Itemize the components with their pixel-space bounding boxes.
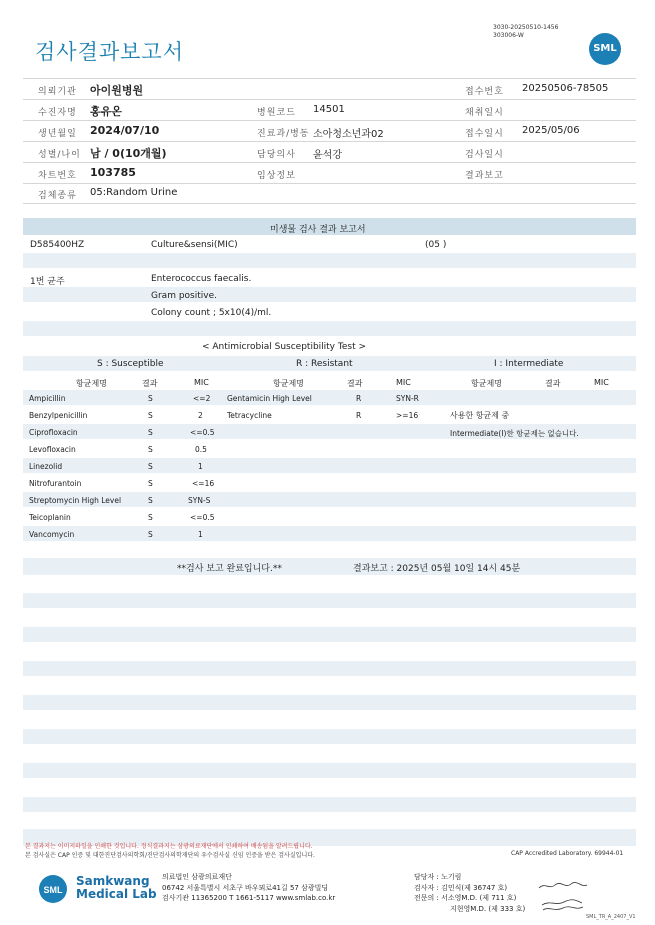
row-band <box>23 558 636 575</box>
report-code-1: 3030-20250510-1456 <box>493 24 559 31</box>
antibiotic-result: S <box>148 428 153 437</box>
test-code: D585400HZ <box>30 240 85 250</box>
antibiotic-result: R <box>356 394 362 403</box>
doctor-label: 담당의사 <box>257 150 296 160</box>
row-band <box>23 695 636 710</box>
antibiotic-mic: <=2 <box>193 394 211 403</box>
antibiotic-mic: 1 <box>198 530 203 539</box>
specialist-label: 전문의 : <box>414 894 439 902</box>
report-time: 결과보고 : 2025년 05월 10일 14시 45분 <box>353 564 521 574</box>
divider <box>23 120 636 121</box>
col-header-result: 결과 <box>347 379 363 388</box>
hospital-code-label: 병원코드 <box>257 108 296 118</box>
col-header-name: 항균제명 <box>76 379 107 388</box>
antibiotic-mic: 1 <box>198 462 203 471</box>
hospital-code-value: 14501 <box>313 104 345 115</box>
antibiotic-name: Levofloxacin <box>29 445 76 454</box>
ast-title: < Antimicrobial Susceptibility Test > <box>202 342 366 352</box>
report-complete: **검사 보고 완료입니다.** <box>177 564 282 574</box>
receipt-date-value: 2025/05/06 <box>522 125 580 136</box>
chart-no-value: 103785 <box>90 166 136 179</box>
org-address: 06742 서울특별시 서초구 바우뫼로41길 57 삼광빌딩 <box>162 883 329 892</box>
birth-value: 2024/07/10 <box>90 124 160 137</box>
antibiotic-mic: 2 <box>198 411 203 420</box>
divider <box>23 99 636 100</box>
antibiotic-mic: 0.5 <box>195 445 207 454</box>
antibiotic-result: S <box>148 411 153 420</box>
institution-value: 아이원병원 <box>90 84 144 97</box>
antibiotic-name: Linezolid <box>29 462 63 471</box>
receipt-date-label: 접수일시 <box>465 129 504 139</box>
dept-value: 소아청소년과02 <box>313 129 384 140</box>
antibiotic-name: Nitrofurantoin <box>29 479 82 488</box>
org-name-line-1: Samkwang <box>76 874 150 888</box>
specialist-value: 서소영M.D. (제 711 호) <box>441 894 517 902</box>
clinical-label: 임상정보 <box>257 171 296 181</box>
antibiotic-name: Teicoplanin <box>29 513 71 522</box>
row-band <box>23 526 636 541</box>
antibiotic-mic: SYN-S <box>188 496 211 505</box>
org-name-line-2: Medical Lab <box>76 887 157 901</box>
legend-susceptible: S : Susceptible <box>97 359 164 369</box>
test-number: (05 ) <box>425 240 447 250</box>
antibiotic-name: Streptomycin High Level <box>29 496 122 505</box>
antibiotic-name: Ampicillin <box>29 394 66 403</box>
col-header-mic: MIC <box>594 378 609 387</box>
signature-icon <box>541 904 585 914</box>
org-contact: 검사기관 11365200 T 1661-5117 www.smlab.co.kr <box>162 894 336 902</box>
antibiotic-result: S <box>148 496 153 505</box>
report-label: 결과보고 <box>465 171 504 181</box>
row-band <box>23 593 636 608</box>
receipt-no-label: 접수번호 <box>465 87 504 97</box>
row-band <box>23 797 636 812</box>
page-title: 검사결과보고서 <box>35 40 185 64</box>
dept-label: 진료과/병동 <box>257 129 310 139</box>
antibiotic-name: Vancomycin <box>29 530 75 539</box>
chart-no-label: 차트번호 <box>38 171 77 181</box>
antibiotic-mic: <=16 <box>192 479 215 488</box>
report-code <box>493 24 558 40</box>
signature-icon <box>537 880 589 892</box>
antibiotic-mic: SYN-R <box>396 394 419 403</box>
antibiotic-name: Ciprofloxacin <box>29 428 78 437</box>
antibiotic-result: S <box>148 513 153 522</box>
col-header-name: 항균제명 <box>471 379 502 388</box>
antibiotic-result: S <box>148 445 153 454</box>
staff-label: 담당자 : <box>414 873 439 881</box>
legend-intermediate: I : Intermediate <box>494 359 564 369</box>
antibiotic-name: Gentamicin High Level <box>227 394 312 403</box>
col-header-mic: MIC <box>396 378 411 387</box>
org-name <box>76 875 157 901</box>
sex-age-label: 성별/나이 <box>38 150 81 160</box>
divider <box>23 141 636 142</box>
section-title: 미생물 검사 결과 보고서 <box>270 225 366 235</box>
col-header-mic: MIC <box>194 378 209 387</box>
specimen-label: 검체종류 <box>38 191 77 201</box>
divider <box>23 162 636 163</box>
notice-accreditation: 본 검사실은 CAP 인증 및 대한진단검사의학회/진단검사의학재단의 우수검사실 신임 인증을 받은 검사실입니다. <box>25 852 315 859</box>
row-band <box>23 661 636 676</box>
staff-info <box>414 872 525 914</box>
institution-label: 의뢰기관 <box>38 87 77 97</box>
antibiotic-result: R <box>356 411 362 420</box>
antibiotic-result: S <box>148 394 153 403</box>
report-code-2: 303006-W <box>493 32 524 39</box>
tester-label: 검사자 : <box>414 883 439 892</box>
row-band <box>23 729 636 744</box>
organism-line: Colony count ; 5x10(4)/ml. <box>151 308 272 318</box>
antibiotic-result: S <box>148 530 153 539</box>
name-value: 홍유온 <box>90 105 122 118</box>
col-header-name: 항균제명 <box>273 379 304 388</box>
col-header-result: 결과 <box>545 379 561 388</box>
notice-image-print: 본 결과지는 이미지파일을 인쇄한 것입니다. 정식결과지는 삼광의료재단에서 인쇄하여 배송됨을 알려드립니다. <box>25 843 313 850</box>
cap-accreditation: CAP Accredited Laboratory. 69944-01 <box>511 850 624 857</box>
test-date-label: 검사일시 <box>465 150 504 160</box>
row-band <box>23 763 636 778</box>
divider <box>23 183 636 184</box>
svg-text:SML: SML <box>43 885 63 895</box>
receipt-no-value: 20250506-78505 <box>522 83 609 94</box>
row-band <box>23 287 636 302</box>
sml-logo-icon <box>38 874 68 904</box>
sex-age-value: 남 / 0(10개월) <box>90 147 167 160</box>
organism-line: Enterococcus faecalis. <box>151 274 252 284</box>
name-label: 수진자명 <box>38 108 77 118</box>
sml-logo-icon: SML <box>589 33 621 65</box>
antibiotic-name: Benzylpenicillin <box>29 411 88 420</box>
row-band <box>23 458 636 473</box>
specimen-value: 05:Random Urine <box>90 187 178 198</box>
antibiotic-mic: >=16 <box>396 411 419 420</box>
note-line: Intermediate(I)한 항균제는 없습니다. <box>450 429 579 438</box>
specialist-value: 지현영M.D. (제 333 호) <box>450 904 526 913</box>
row-band <box>23 321 636 336</box>
birth-label: 생년월일 <box>38 129 77 139</box>
org-legal-name: 의료법인 삼광의료재단 <box>162 873 232 881</box>
collect-date-label: 채취일시 <box>465 108 504 118</box>
divider <box>23 203 636 204</box>
row-band <box>23 253 636 268</box>
antibiotic-result: S <box>148 462 153 471</box>
org-info <box>162 872 335 904</box>
tester-value: 김민식(제 36747 호) <box>441 883 508 892</box>
antibiotic-mic: <=0.5 <box>190 428 215 437</box>
doctor-value: 윤석강 <box>313 150 342 161</box>
staff-value: 노기림 <box>441 873 462 881</box>
antibiotic-mic: <=0.5 <box>190 513 215 522</box>
test-name: Culture&sensi(MIC) <box>151 240 238 250</box>
col-header-result: 결과 <box>142 379 158 388</box>
divider <box>23 78 636 79</box>
row-band <box>23 390 636 405</box>
organism-line: Gram positive. <box>151 291 217 301</box>
antibiotic-name: Tetracycline <box>227 411 272 420</box>
legend-resistant: R : Resistant <box>296 359 353 369</box>
form-code: SML_TR_A_2407_V1 <box>586 914 636 920</box>
row-band <box>23 627 636 642</box>
note-line: 사용한 항균제 중 <box>450 411 510 420</box>
antibiotic-result: S <box>148 479 153 488</box>
organism-label: 1번 균주 <box>30 277 65 287</box>
